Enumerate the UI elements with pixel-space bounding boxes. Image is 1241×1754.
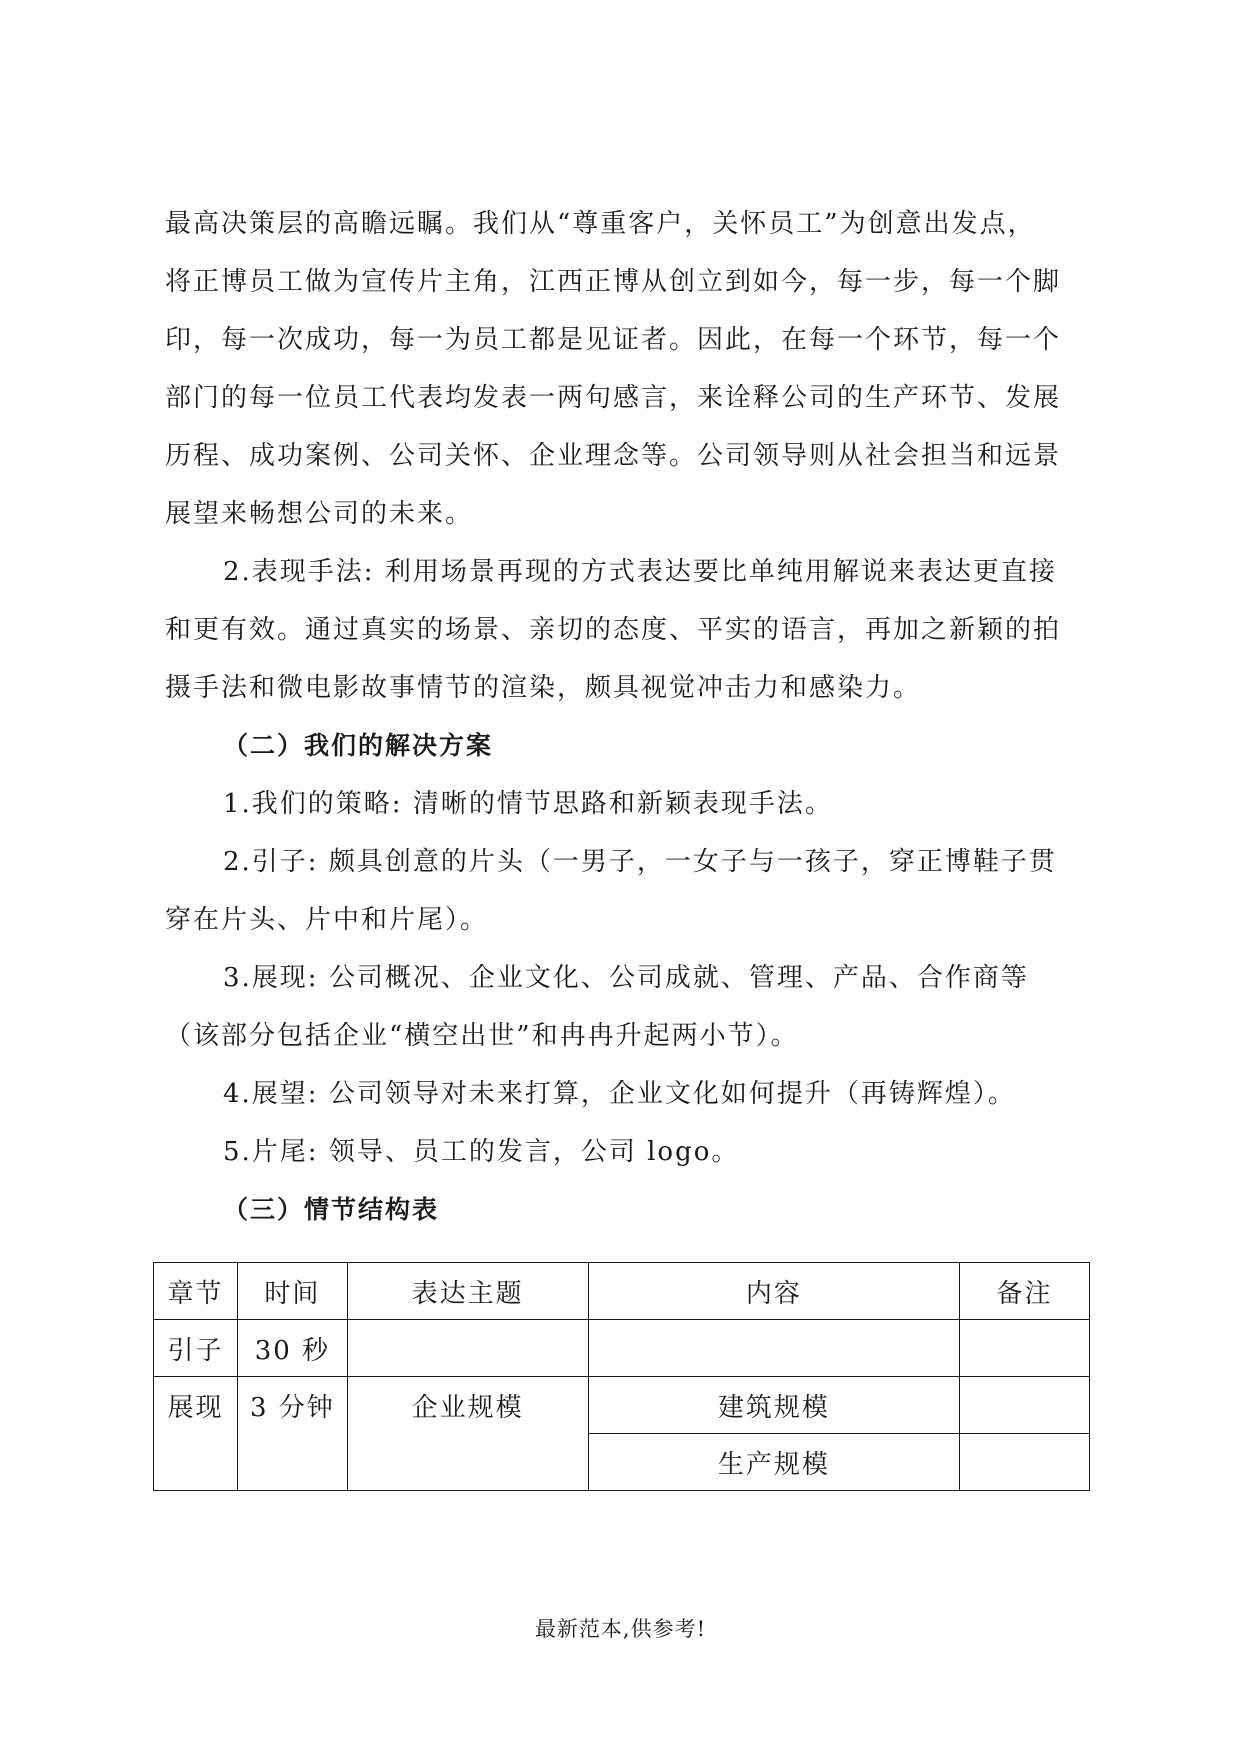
table-row (154, 1320, 1090, 1377)
table-cell: 展现 (154, 1377, 238, 1491)
header-cell: 备注 (960, 1263, 1090, 1320)
table-cell (960, 1320, 1090, 1377)
table-cell: 3 分钟 (237, 1377, 347, 1491)
list-item: 3.展现: 公司概况、企业文化、公司成就、管理、产品、合作商等 (223, 963, 1029, 993)
table-cell (960, 1377, 1090, 1434)
plot-structure-table (153, 1262, 1090, 1491)
header-cell: 时间 (237, 1263, 347, 1320)
paragraph-line: 和更有效。通过真实的场景、亲切的态度、平实的语言，再加之新颖的拍 (165, 615, 1062, 645)
paragraph-line: 印，每一次成功，每一为员工都是见证者。因此，在每一个环节，每一个 (165, 325, 1062, 355)
table-cell: 企业规模 (347, 1377, 588, 1491)
table-cell (347, 1320, 588, 1377)
paragraph-line: 2.表现手法: 利用场景再现的方式表达要比单纯用解说来表达更直接 (223, 557, 1057, 587)
header-cell: 表达主题 (347, 1263, 588, 1320)
list-item-continuation: 穿在片头、片中和片尾）。 (165, 905, 489, 935)
list-item: 4.展望: 公司领导对未来打算，企业文化如何提升（再铸辉煌）。 (223, 1079, 1016, 1109)
section-heading: （二）我们的解决方案 (223, 731, 494, 760)
header-cell: 章节 (154, 1263, 238, 1320)
paragraph-line: 历程、成功案例、公司关怀、企业理念等。公司领导则从社会担当和远景 (165, 441, 1062, 471)
section-heading: （三）情节结构表 (223, 1195, 440, 1224)
table-cell (588, 1320, 960, 1377)
list-item: 5.片尾: 领导、员工的发言，公司 logo。 (223, 1137, 740, 1167)
list-item: 2.引子: 颇具创意的片头（一男子，一女子与一孩子，穿正博鞋子贯 (223, 847, 1057, 877)
table-header-row (154, 1263, 1090, 1320)
body-text (165, 195, 1077, 1239)
table-cell: 30 秒 (237, 1320, 347, 1377)
paragraph-line: 摄手法和微电影故事情节的渲染，颇具视觉冲击力和感染力。 (165, 673, 922, 703)
table-cell: 引子 (154, 1320, 238, 1377)
table-cell: 建筑规模 (588, 1377, 960, 1434)
list-item-continuation: （该部分包括企业“横空出世”和冉冉升起两小节）。 (165, 1021, 799, 1051)
page-footer: 最新范本,供参考! (534, 1617, 707, 1641)
paragraph-line: 展望来畅想公司的未来。 (165, 499, 474, 529)
header-cell: 内容 (588, 1263, 960, 1320)
paragraph-line: 部门的每一位员工代表均发表一两句感言，来诠释公司的生产环节、发展 (165, 383, 1062, 413)
list-item: 1.我们的策略: 清晰的情节思路和新颖表现手法。 (223, 789, 833, 819)
table-cell: 生产规模 (588, 1434, 960, 1491)
table-row (154, 1377, 1090, 1434)
paragraph-line: 将正博员工做为宣传片主角，江西正博从创立到如今，每一步，每一个脚 (165, 267, 1062, 297)
paragraph-line: 最高决策层的高瞻远瞩。我们从“尊重客户，关怀员工”为创意出发点， (165, 209, 1036, 239)
table-cell (960, 1434, 1090, 1491)
